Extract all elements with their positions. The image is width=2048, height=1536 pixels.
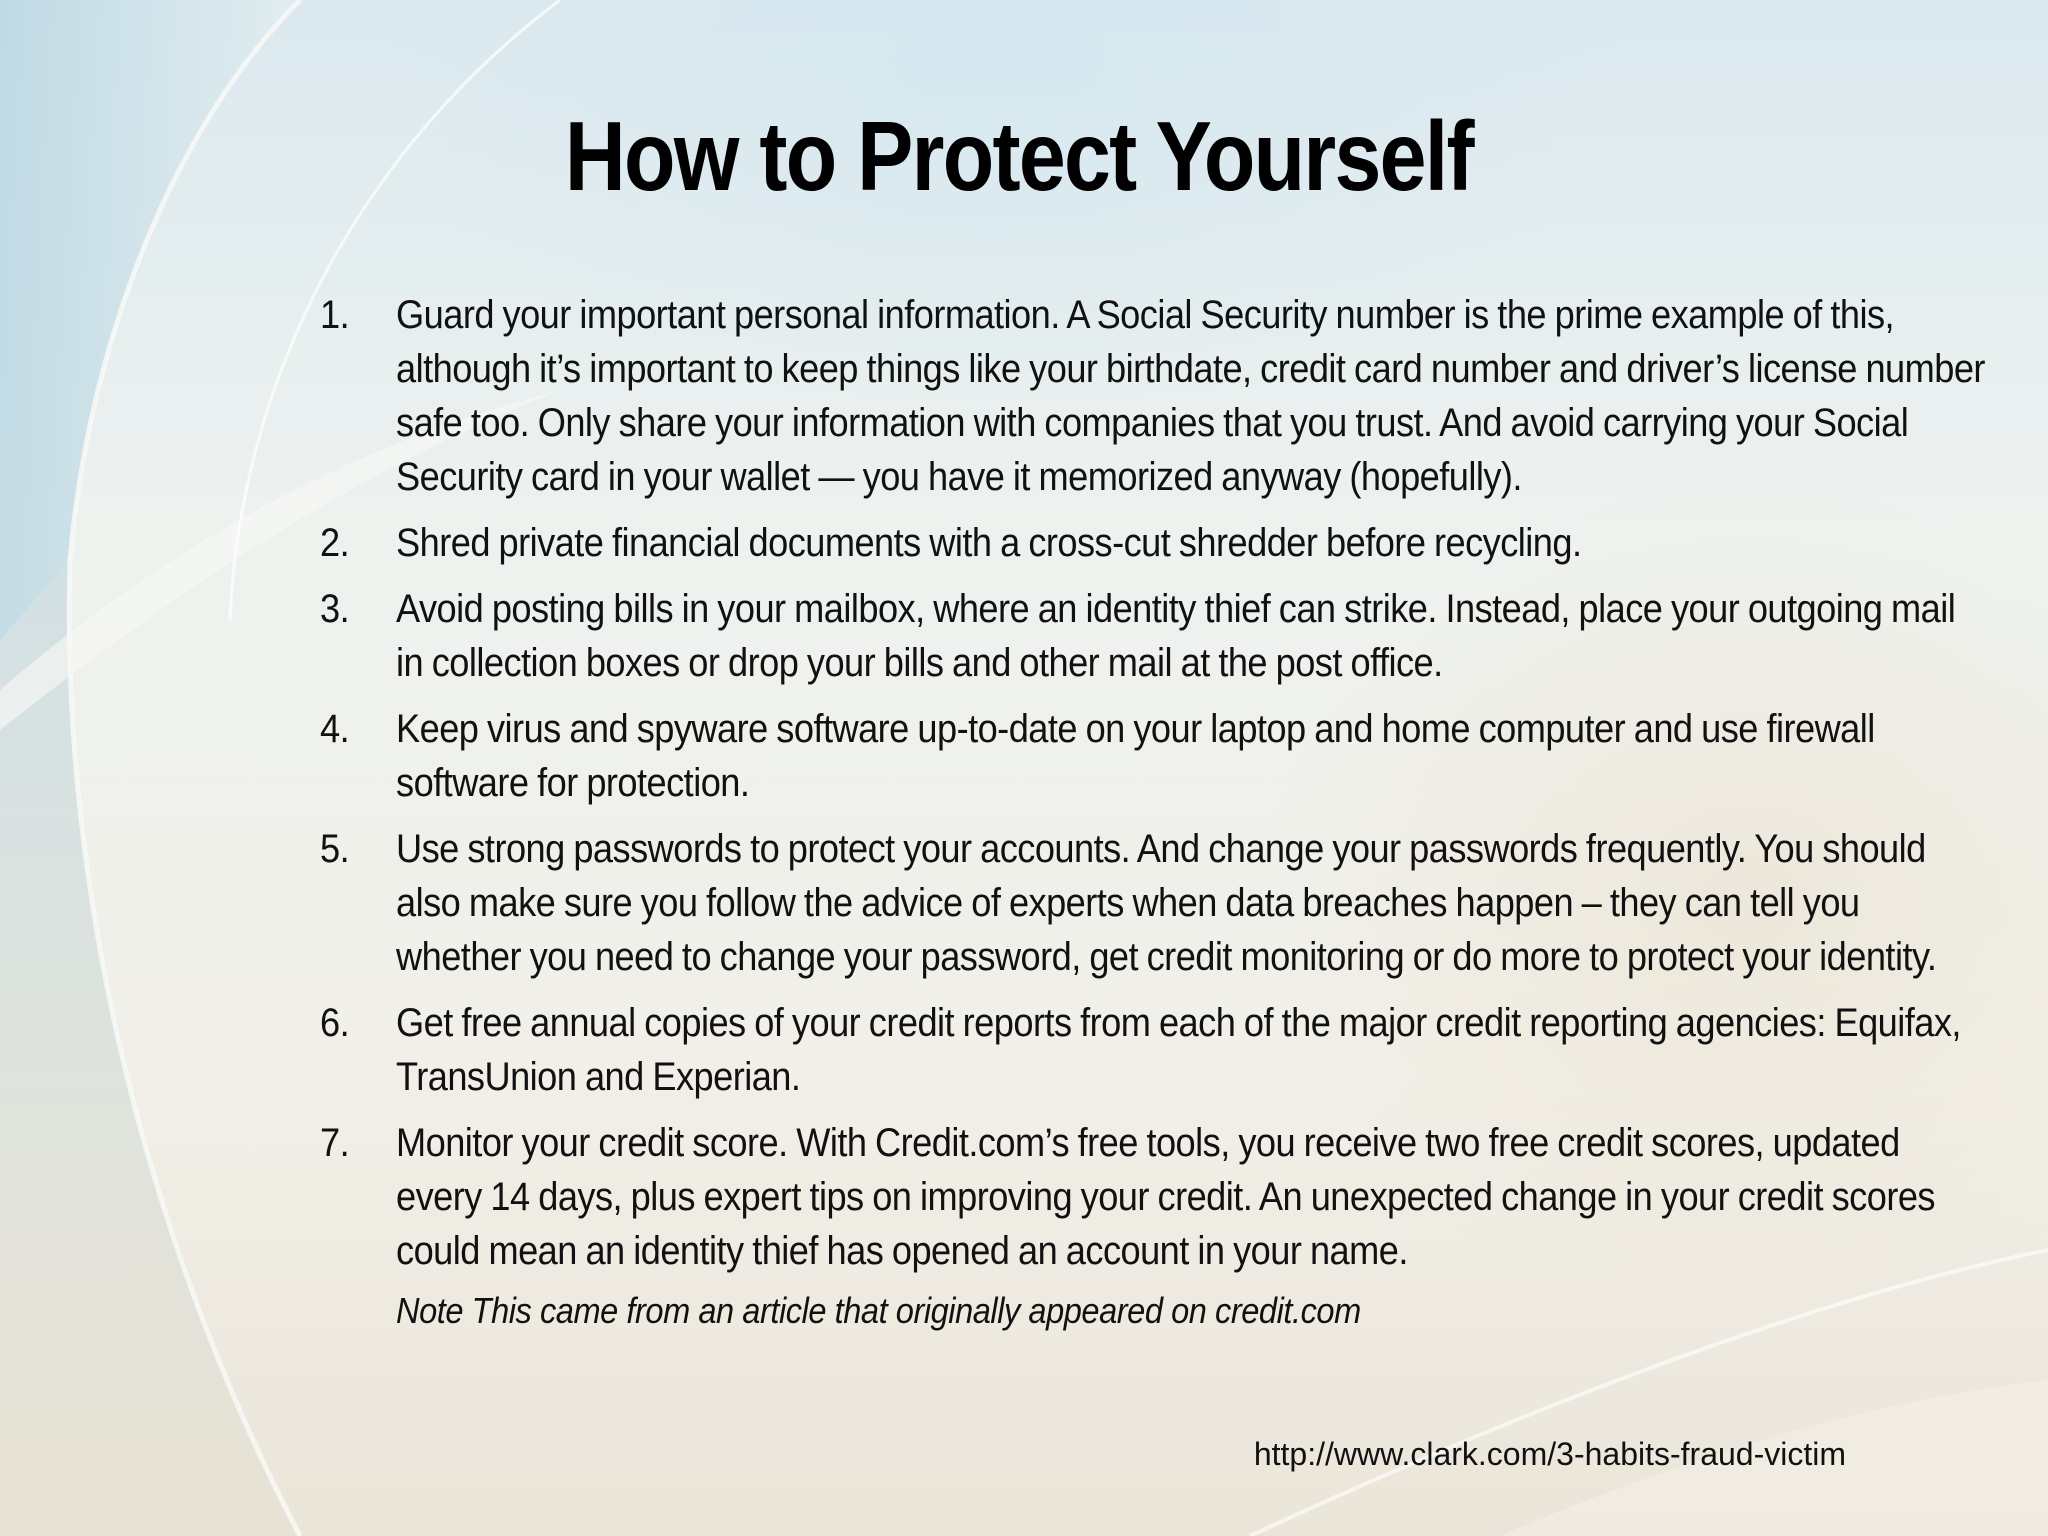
- list-item: [320, 702, 1989, 810]
- list-item-number: 3.: [320, 587, 350, 631]
- list-item-number: 4.: [320, 707, 350, 751]
- list-item-number: 5.: [320, 827, 350, 871]
- content-area: [320, 288, 2000, 1336]
- tips-list: [320, 288, 2000, 1278]
- list-item-text: Guard your important personal information. A Social Security number is the prime example of this, although it’s important to keep things like your birthdate, credit card number and driver’s license number safe too. Only share your information with companies that you trust. And avoid carrying your Social Security card in your wallet — you have it memorized anyway (hopefully).: [396, 293, 1985, 499]
- list-item-text: Monitor your credit score. With Credit.com’s free tools, you receive two free credit scores, updated every 14 days, plus expert tips on improving your credit. An unexpected change in your credit scores could mean an identity thief has opened an account in your name.: [396, 1121, 1935, 1273]
- list-item: [320, 288, 1989, 504]
- list-item-text: Avoid posting bills in your mailbox, where an identity thief can strike. Instead, place your outgoing mail in collection boxes or drop your bills and other mail at the post office.: [396, 587, 1956, 685]
- list-item: [320, 822, 1989, 984]
- list-item-number: 6.: [320, 1001, 350, 1045]
- list-item: [320, 1116, 1989, 1278]
- source-url[interactable]: http://www.clark.com/3-habits-fraud-victim: [1253, 1436, 1846, 1472]
- source-note: Note This came from an article that originally appeared on credit.com: [396, 1290, 1361, 1331]
- list-item-text: Get free annual copies of your credit reports from each of the major credit reporting agencies: Equifax, TransUnion and Experian.: [396, 1001, 1961, 1099]
- list-item-number: 2.: [320, 521, 350, 565]
- list-item-number: 1.: [320, 293, 350, 337]
- list-item-number: 7.: [320, 1121, 350, 1165]
- list-item: [320, 996, 1989, 1104]
- list-item: [320, 582, 1989, 690]
- list-item-text: Use strong passwords to protect your accounts. And change your passwords frequently. You should also make sure you follow the advice of experts when data breaches happen – they can tell you whether you need to change your password, get credit monitoring or do more to protect your identity.: [396, 827, 1937, 979]
- list-item-text: Shred private financial documents with a cross-cut shredder before recycling.: [396, 521, 1582, 565]
- slide-title: How to Protect Yourself: [564, 101, 1473, 211]
- list-item: [320, 516, 1989, 570]
- list-item-text: Keep virus and spyware software up-to-date on your laptop and home computer and use firewall software for protection.: [396, 707, 1875, 805]
